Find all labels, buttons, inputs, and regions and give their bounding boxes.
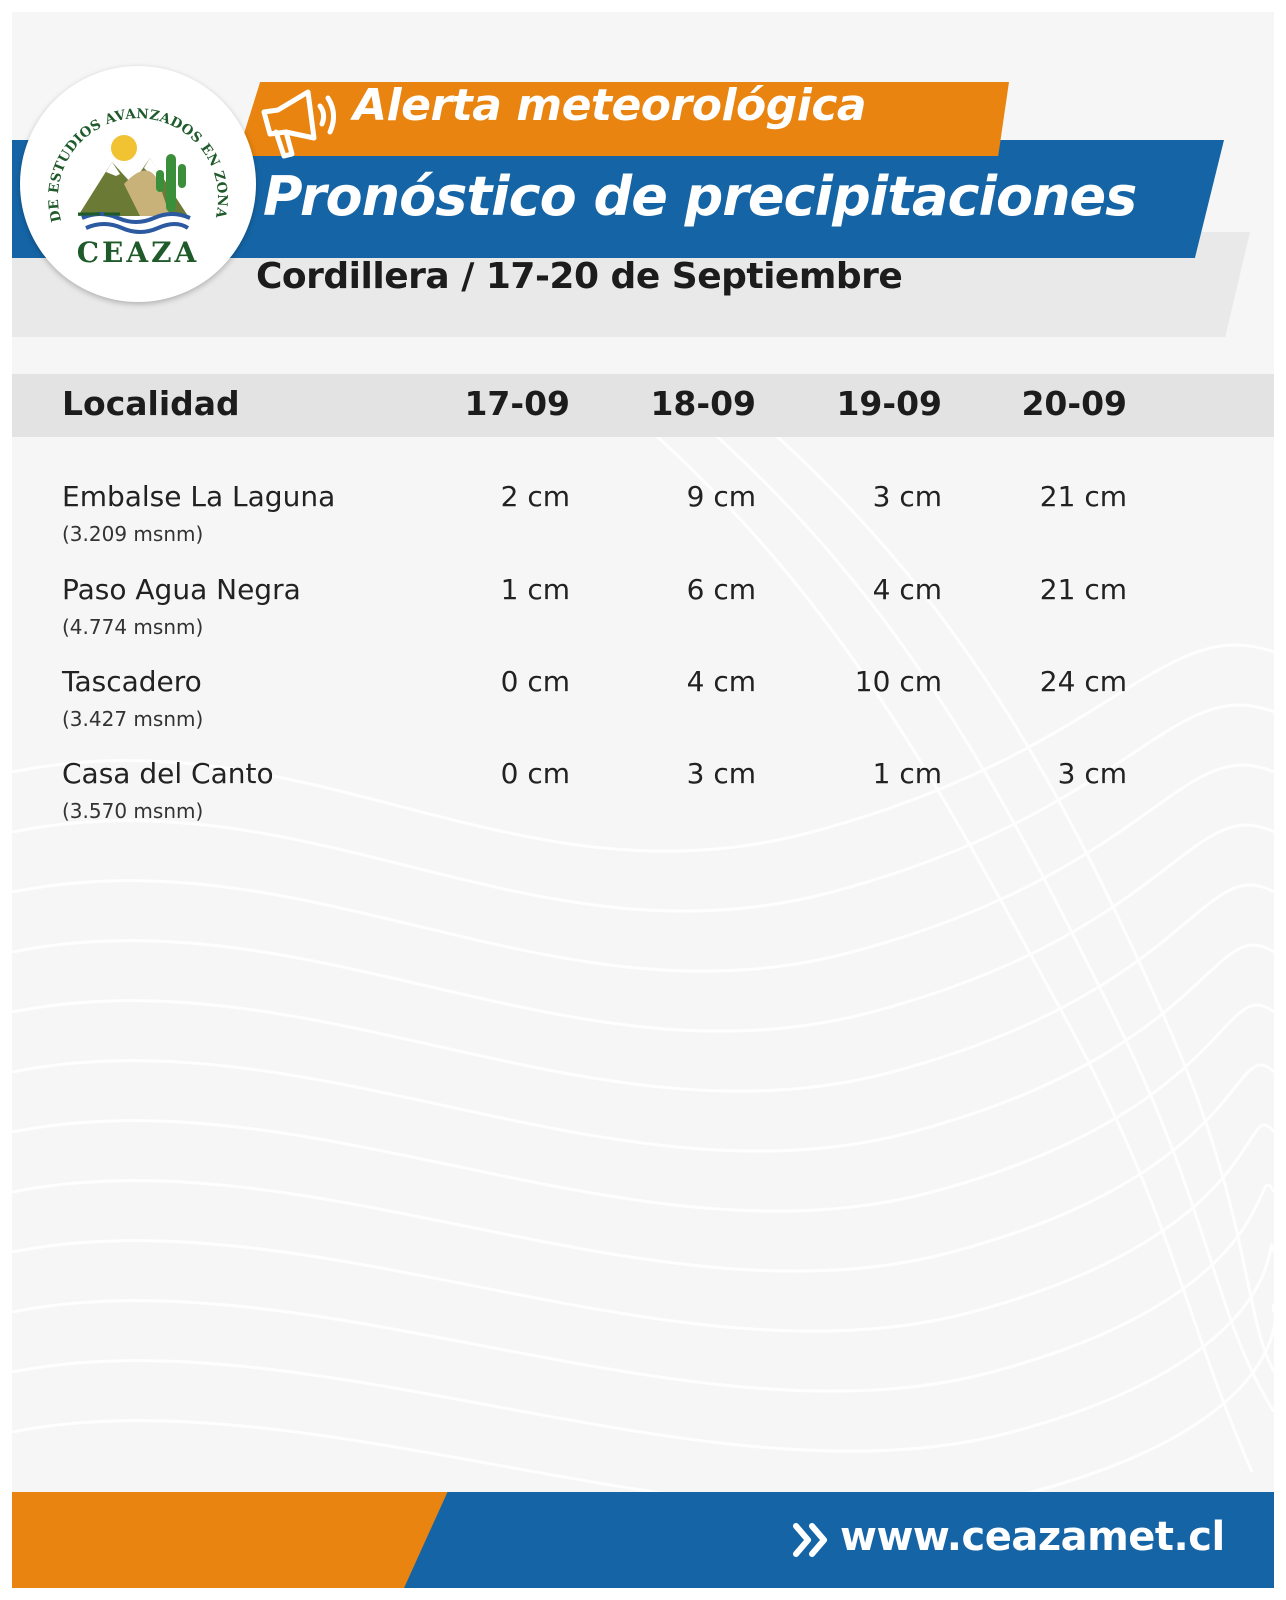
value-day-2: 9 cm bbox=[686, 480, 756, 513]
location-name: Paso Agua Negra bbox=[62, 573, 301, 606]
location-name: Casa del Canto bbox=[62, 757, 274, 790]
value-day-1: 2 cm bbox=[500, 480, 570, 513]
value-day-1: 1 cm bbox=[500, 573, 570, 606]
value-day-3: 10 cm bbox=[854, 665, 942, 698]
header-day-4: 20-09 bbox=[1021, 384, 1127, 423]
location-altitude: (3.570 msnm) bbox=[62, 799, 204, 823]
header-day-1: 17-09 bbox=[464, 384, 570, 423]
value-day-3: 1 cm bbox=[872, 757, 942, 790]
header-localidad: Localidad bbox=[62, 384, 240, 423]
value-day-2: 3 cm bbox=[686, 757, 756, 790]
megaphone-icon bbox=[256, 82, 342, 160]
table-row bbox=[12, 757, 1274, 847]
logo-ring-text: DE ESTUDIOS AVANZADOS EN ZONA bbox=[45, 106, 231, 224]
value-day-4: 21 cm bbox=[1039, 573, 1127, 606]
ceaza-logo bbox=[20, 66, 256, 302]
value-day-2: 4 cm bbox=[686, 665, 756, 698]
value-day-1: 0 cm bbox=[500, 757, 570, 790]
table-row bbox=[12, 665, 1274, 755]
location-altitude: (4.774 msnm) bbox=[62, 615, 204, 639]
value-day-3: 3 cm bbox=[872, 480, 942, 513]
location-name: Embalse La Laguna bbox=[62, 480, 336, 513]
location-altitude: (3.209 msnm) bbox=[62, 522, 204, 546]
footer-url-link[interactable]: www.ceazamet.cl bbox=[840, 1514, 1225, 1560]
value-day-3: 4 cm bbox=[872, 573, 942, 606]
value-day-4: 21 cm bbox=[1039, 480, 1127, 513]
alert-title: Alerta meteorológica bbox=[353, 80, 867, 131]
table-row bbox=[12, 480, 1274, 570]
value-day-1: 0 cm bbox=[500, 665, 570, 698]
value-day-2: 6 cm bbox=[686, 573, 756, 606]
table-row bbox=[12, 573, 1274, 663]
page-title: Pronóstico de precipitaciones bbox=[263, 165, 1137, 228]
location-name: Tascadero bbox=[62, 665, 202, 698]
value-day-4: 3 cm bbox=[1057, 757, 1127, 790]
value-day-4: 24 cm bbox=[1039, 665, 1127, 698]
header-day-3: 19-09 bbox=[836, 384, 942, 423]
header-day-2: 18-09 bbox=[650, 384, 756, 423]
logo-name: CEAZA bbox=[76, 236, 200, 269]
double-chevron-right-icon bbox=[790, 1520, 834, 1560]
page-subtitle: Cordillera / 17-20 de Septiembre bbox=[256, 256, 903, 297]
location-altitude: (3.427 msnm) bbox=[62, 707, 204, 731]
